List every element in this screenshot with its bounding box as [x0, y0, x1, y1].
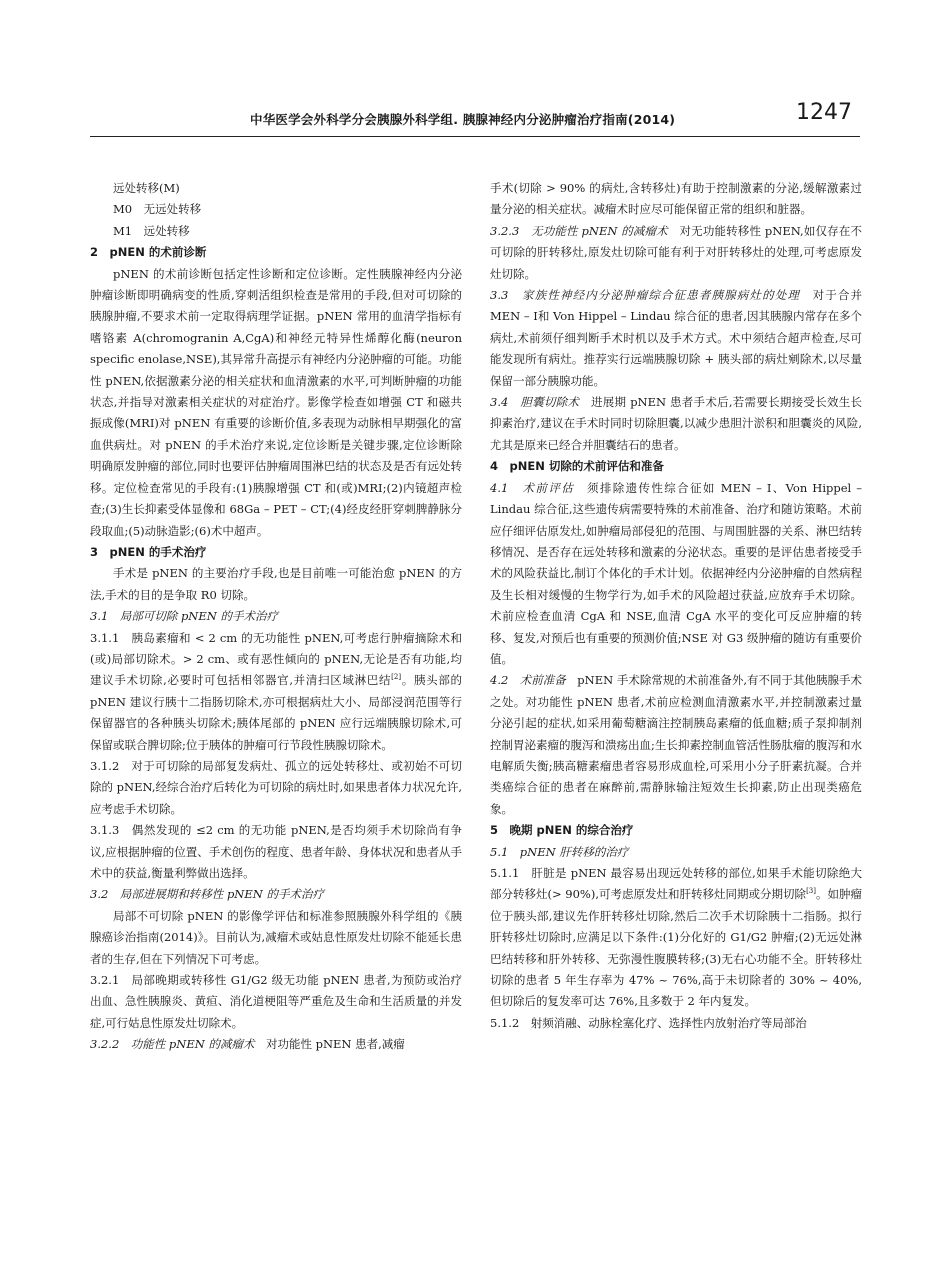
inline-heading: 3.2.2 功能性 pNEN 的减瘤术 [90, 1037, 255, 1052]
paragraph-text: M0 无远处转移 [113, 202, 202, 217]
paragraph-text: 。胰头部的 pNEN 建议行胰十二指肠切除术,亦可根据病灶大小、局部浸润范围等行保留器官的各种胰头切除术;胰体尾部的 pNEN 应行远端胰腺切除术,可保留或联合脾切除;位于胰体的肿瘤可行节段性胰腺切除术。 [90, 673, 463, 752]
paragraph [90, 970, 462, 1034]
inline-heading: 3.3 家族性神经内分泌肿瘤综合征患者胰腺病灶的处理 [490, 288, 800, 303]
paragraph-text: 手术(切除 > 90% 的病灶,含转移灶)有助于控制激素的分泌,缓解激素过量分泌的相关症状。减瘤术时应尽可能保留正常的组织和脏器。 [490, 181, 862, 217]
citation-ref: [2] [391, 673, 402, 682]
list-item [90, 178, 462, 199]
list-item [90, 221, 462, 242]
section-heading: 4 pNEN 切除的术前评估和准备 [490, 459, 664, 474]
left-column [90, 178, 462, 1056]
paragraph [490, 178, 862, 221]
paragraph-text: 对于合并 MEN – Ⅰ和 Von Hippel – Lindau 综合征的患者,因其胰腺内常存在多个病灶,术前须仔细判断手术时机以及手术方式。术中须结合超声检查,尽可能发现所有病灶。推荐实行远端胰腺切除 + 胰头部的病灶剜除术,以尽量保留一部分胰腺功能。 [490, 288, 862, 388]
paragraph-text: 对无功能转移性 pNEN,如仅存在不可切除的肝转移灶,原发灶切除可能有利于对肝转移灶的处理,可考虑原发灶切除。 [490, 223, 862, 281]
paragraph [90, 264, 462, 542]
inline-heading: 3.2.3 无功能性 pNEN 的减瘤术 [490, 223, 668, 238]
header-rule [90, 136, 860, 137]
citation-ref: [3] [806, 887, 816, 896]
paragraph-text: 3.1.1 胰岛素瘤和 < 2 cm 的无功能性 pNEN,可考虑行肿瘤摘除术和(或)局部切除术。> 2 cm、或有恶性倾向的 pNEN,无论是否有功能,均建议手术切除,必要时可包括相邻器官,并清扫区域淋巴结 [90, 630, 462, 688]
paragraph [90, 906, 462, 970]
inline-heading: 3.4 胆囊切除术 [490, 395, 580, 410]
page-number: 1247 [796, 100, 852, 125]
paragraph [90, 756, 462, 820]
inline-heading: 4.1 术前评估 [490, 480, 575, 495]
paragraph [490, 1013, 862, 1034]
subsection-heading: 3.1 局部可切除 pNEN 的手术治疗 [90, 609, 278, 624]
paragraph [490, 863, 862, 1013]
paragraph [490, 221, 862, 285]
paragraph-text: M1 远处转移 [113, 223, 190, 238]
paragraph-text: 须排除遗传性综合征如 MEN – Ⅰ、Von Hippel – Lindau 综合征,这些遗传病需要特殊的术前准备、治疗和随访策略。术前应仔细评估原发灶,如肿瘤局部侵犯的范围、与周围脏器的关系、淋巴结转移情况、是否存在远处转移和激素的分泌状态。重要的是评估患者接受手术的风险获益比,制订个体化的手术计划。依据神经内分泌肿瘤的自然病程及生长相对缓慢的生物学行为,如手术的风险超过获益,应放弃手术切除。术前应检查血清 CgA 和 NSE,血清 CgA 水平的变化可反应肿瘤的转移、复发,对预后也有重要的预测价值;NSE 对 G3 级肿瘤的随访有重要价值。 [490, 480, 862, 666]
right-column [490, 178, 862, 1034]
inline-heading: 4.2 术前准备 [490, 673, 566, 688]
paragraph [490, 478, 862, 671]
paragraph-text: 5.1.1 肝脏是 pNEN 最容易出现远处转移的部位,如果手术能切除绝大部分转移灶(> 90%),可考虑原发灶和肝转移灶同期或分期切除 [490, 866, 862, 902]
page-header [90, 96, 860, 136]
paragraph-text: 5.1.2 射频消融、动脉栓塞化疗、选择性内放射治疗等局部治 [490, 1015, 807, 1030]
section-heading: 3 pNEN 的手术治疗 [90, 544, 207, 559]
section-heading: 5 晚期 pNEN 的综合治疗 [490, 823, 634, 838]
paragraph-text: 手术是 pNEN 的主要治疗手段,也是目前唯一可能治愈 pNEN 的方法,手术的目的是争取 R0 切除。 [90, 566, 462, 602]
paragraph [490, 285, 862, 392]
paragraph [490, 392, 862, 456]
paragraph-text: 3.1.2 对于可切除的局部复发病灶、孤立的远处转移灶、或初始不可切除的 pNEN,经综合治疗后转化为可切除的病灶时,如果患者体力状况允许,应考虑手术切除。 [90, 758, 462, 816]
paragraph [90, 1034, 462, 1055]
paragraph-text: 3.1.3 偶然发现的 ≤2 cm 的无功能 pNEN,是否均须手术切除尚有争议,应根据肿瘤的位置、手术创伤的程度、患者年龄、身体状况和患者从手术中的获益,衡量利弊做出选择。 [90, 823, 462, 880]
paragraph [90, 820, 462, 884]
paragraph-text: pNEN 手术除常规的术前准备外,有不同于其他胰腺手术之处。对功能性 pNEN 患者,术前应检测血清激素水平,并控制激素过量分泌引起的症状,如采用葡萄糖滴注控制胰岛素瘤的低血糖;质子泵抑制剂控制胃泌素瘤的腹泻和溃疡出血;生长抑素控制血管活性肠肽瘤的腹泻和水电解质失衡;胰高糖素瘤患者容易形成血栓,可采用小分子肝素抗凝。合并类癌综合征的患者在麻醉前,需静脉输注短效生长抑素,防止出现类癌危象。 [490, 673, 862, 816]
subsection-heading: 5.1 pNEN 肝转移的治疗 [490, 844, 629, 859]
paragraph [90, 628, 462, 756]
paragraph-text: 远处转移(M) [113, 181, 180, 195]
paragraph [490, 670, 862, 820]
paragraph [90, 563, 462, 606]
paragraph-text: 对功能性 pNEN 患者,减瘤 [254, 1037, 405, 1052]
section-heading: 2 pNEN 的术前诊断 [90, 245, 207, 260]
paragraph-text: pNEN 的术前诊断包括定性诊断和定位诊断。定性胰腺神经内分泌肿瘤诊断即明确病变的性质,穿刺活组织检查是常用的手段,但对可切除的胰腺肿瘤,不要求术前一定取得病理学证据。pNEN 常用的血清学指标有嗜铬素 A(chromogranin A,CgA)和神经元特异性烯醇化酶(neuron specific enolase,NSE),其异常升高提示有神经内分泌肿瘤的可能。功能性 pNEN,依据激素分泌的相关症状和血清激素的水平,可判断肿瘤的功能状态,并指导对激素相关症状的对症治疗。影像学检查如增强 CT 和磁共振成像(MRI)对 pNEN 有重要的诊断价值,多表现为动脉相早期强化的富血供病灶。对 pNEN 的手术治疗来说,定位诊断是关键步骤,定位诊断除明确原发肿瘤的部位,同时也要评估肿瘤周围淋巴结的状态及是否有远处转移。定位检查常见的手段有:(1)胰腺增强 CT 和(或)MRI;(2)内镜超声检查;(3)生长抑素受体显像和 68Ga – PET – CT;(4)经皮经肝穿刺脾静脉分段取血;(5)动脉造影;(6)术中超声。 [90, 266, 462, 538]
list-item [90, 199, 462, 220]
paragraph-text: 进展期 pNEN 患者手术后,若需要长期接受长效生长抑素治疗,建议在手术时同时切除胆囊,以减少患胆汁淤积和胆囊炎的风险,尤其是原来已经合并胆囊结石的患者。 [490, 395, 862, 452]
running-title: 中华医学会外科学分会胰腺外科学组. 胰腺神经内分泌肿瘤治疗指南(2014) [250, 112, 676, 127]
paragraph-text: 。如肿瘤位于胰头部,建议先作肝转移灶切除,然后二次手术切除胰十二指肠。拟行肝转移灶切除时,应满足以下条件:(1)分化好的 G1/G2 肿瘤;(2)无远处淋巴结转移和肝外转移、无弥漫性腹膜转移;(3)无右心功能不全。肝转移灶切除的患者 5 年生存率为 47% ~ 76%,高于未切除者的 30% ~ 40%,但切除后的复发率可达 76%,且多数于 2 年内复发。 [490, 887, 862, 1009]
paragraph-text: 局部不可切除 pNEN 的影像学评估和标准参照胰腺外科学组的《胰腺癌诊治指南(2014)》。目前认为,减瘤术或姑息性原发灶切除不能延长患者的生存,但在下列情况下可考虑。 [90, 908, 462, 966]
subsection-heading: 3.2 局部进展期和转移性 pNEN 的手术治疗 [90, 887, 324, 902]
paragraph-text: 3.2.1 局部晚期或转移性 G1/G2 级无功能 pNEN 患者,为预防或治疗出血、急性胰腺炎、黄疸、消化道梗阻等严重危及生命和生活质量的并发症,可行姑息性原发灶切除术。 [90, 973, 462, 1030]
